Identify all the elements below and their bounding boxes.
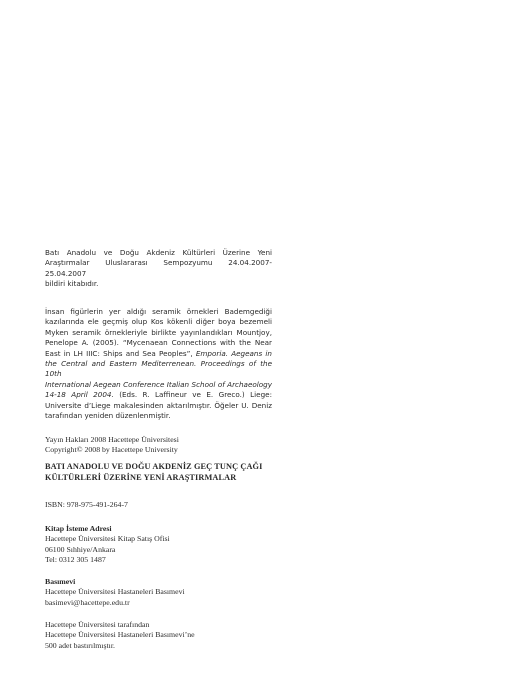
printer-email: basimevi@hacettepe.edu.tr — [45, 597, 130, 607]
credit-article-end: East in LH IIIC: Ships and Sea Peoples”, — [45, 348, 193, 358]
copyright-block — [45, 435, 272, 456]
order-address-line: Tel: 0312 305 1487 — [45, 555, 106, 565]
isbn-text: ISBN: 978-975-491-264-7 — [45, 500, 128, 509]
credit-line — [45, 390, 272, 400]
credit-line: Myken seramik örnekleriyle birlikte yayınlandıkları Mountjoy, — [45, 327, 272, 337]
credit-line: Penelope A. (2005). “Mycenaean Connections with the Near — [45, 338, 272, 348]
credit-conference-dates: 14-18 April 2004. — [45, 390, 114, 400]
order-address — [45, 524, 272, 566]
copyright-tr: Yayın Hakları 2008 Hacettepe Üniversitesi — [45, 435, 179, 444]
credit-editors: (Eds. R. Laffineur ve E. Greco.) Liege: — [119, 390, 272, 400]
printer-name: Hacettepe Üniversitesi Hastaneleri Basımevi — [45, 587, 185, 597]
printer-heading: Basımevi — [45, 577, 76, 586]
credit-line: International Aegean Conference Italian School of Archaeology — [45, 379, 272, 389]
credit-line — [45, 349, 272, 359]
print-run-block — [45, 620, 272, 651]
print-run-line: Hacettepe Üniversitesi tarafından — [45, 620, 150, 629]
print-run-line: Hacettepe Üniversitesi Hastaneleri Basımevi’ne — [45, 630, 195, 640]
isbn — [45, 500, 272, 510]
credit-line: the Central and Eastern Mediterrenean. Proceedings of the 10th — [45, 359, 272, 379]
credit-line: Universite d’Liege makalesinden aktarılmıştır. Öğeler U. Deniz — [45, 400, 272, 410]
credit-book-title: Emporia. Aegeans in — [195, 348, 272, 358]
cover-image-credit — [45, 307, 272, 421]
credit-line: kazılarında ele geçmiş olup Kos kökenli diğer boya bezemeli — [45, 317, 272, 327]
print-run-line: 500 adet bastırılmıştır. — [45, 640, 115, 650]
credit-line: İnsan figürlerin yer aldığı seramik örnekleri Bademgediği — [45, 307, 272, 316]
order-address-heading: Kitap İsteme Adresi — [45, 524, 112, 533]
book-title-line: KÜLTÜRLERİ ÜZERİNE YENİ ARAŞTIRMALAR — [45, 473, 237, 482]
printer-block — [45, 577, 272, 608]
symposium-note-line: bildiri kitabıdır. — [45, 279, 99, 289]
order-address-line: Hacettepe Üniversitesi Kitap Satış Ofisi — [45, 534, 170, 544]
credit-line: tarafından yeniden düzenlenmiştir. — [45, 411, 171, 421]
copyright-en: Copyright© 2008 by Hacettepe University — [45, 445, 178, 455]
symposium-note-line: Batı Anadolu ve Doğu Akdeniz Kültürleri Üzerine Yeni — [45, 248, 272, 257]
symposium-note-line: Araştırmalar Uluslararası Sempozyumu 24.04.2007- 25.04.2007 — [45, 258, 272, 278]
book-title-line: BATI ANADOLU VE DOĞU AKDENİZ GEÇ TUNÇ ÇAĞI — [45, 462, 263, 471]
book-title — [45, 461, 285, 483]
symposium-note — [45, 248, 272, 290]
order-address-line: 06100 Sıhhiye/Ankara — [45, 544, 116, 554]
